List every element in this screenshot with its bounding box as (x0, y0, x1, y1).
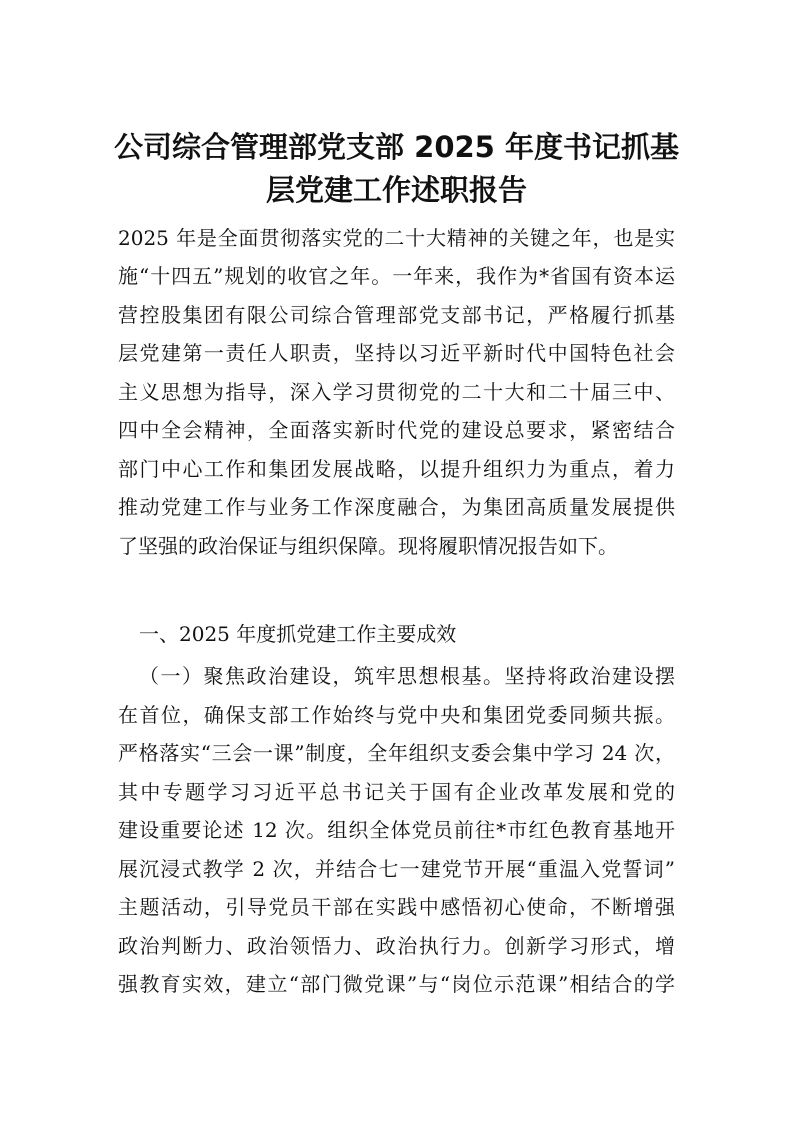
paragraph-line: 2025 年是全面贯彻落实党的二十大精神的关键之年，也是实 (118, 226, 675, 250)
paragraph-line: 营控股集团有限公司综合管理部党支部书记，严格履行抓基 (118, 303, 675, 327)
paragraph-line: 主义思想为指导，深入学习贯彻党的二十大和二十届三中、 (118, 380, 675, 404)
paragraph-line: 四中全会精神，全面落实新时代党的建设总要求，紧密结合 (118, 418, 675, 442)
paragraph-line: 层党建第一责任人职责，坚持以习近平新时代中国特色社会 (118, 341, 675, 365)
paragraph-line: 强教育实效，建立“部门微党课”与“岗位示范课”相结合的学 (118, 972, 675, 996)
paragraph-line: 建设重要论述 12 次。组织全体党员前往*市红色教育基地开 (118, 818, 675, 842)
paragraph-line: 主题活动，引导党员干部在实践中感悟初心使命，不断增强 (118, 895, 675, 919)
paragraph-line: 其中专题学习习近平总书记关于国有企业改革发展和党的 (118, 780, 675, 804)
paragraph-line: 在首位，确保支部工作始终与党中央和集团党委同频共振。 (118, 703, 675, 727)
paragraph-line: 部门中心工作和集团发展战略，以提升组织力为重点，着力 (118, 457, 675, 481)
paragraph-line: 严格落实“三会一课”制度，全年组织支委会集中学习 24 次， (118, 741, 675, 765)
section-heading: 一、2025 年度抓党建工作主要成效 (139, 622, 457, 646)
paragraph-line: 展沉浸式教学 2 次，并结合七一建党节开展“重温入党誓词” (118, 857, 675, 881)
paragraph-line: 政治判断力、政治领悟力、政治执行力。创新学习形式，增 (118, 934, 675, 958)
document-title-line-1: 公司综合管理部党支部 2025 年度书记抓基 (114, 130, 679, 164)
document-title-line-2: 层党建工作述职报告 (265, 173, 527, 207)
paragraph-line: 推动党建工作与业务工作深度融合，为集团高质量发展提供 (118, 495, 675, 519)
paragraph-line: （一）聚焦政治建设，筑牢思想根基。坚持将政治建设摆 (139, 664, 675, 688)
paragraph-line: 了坚强的政治保证与组织保障。现将履职情况报告如下。 (118, 534, 618, 558)
paragraph-line: 施“十四五”规划的收官之年。一年来，我作为*省国有资本运 (118, 264, 675, 288)
